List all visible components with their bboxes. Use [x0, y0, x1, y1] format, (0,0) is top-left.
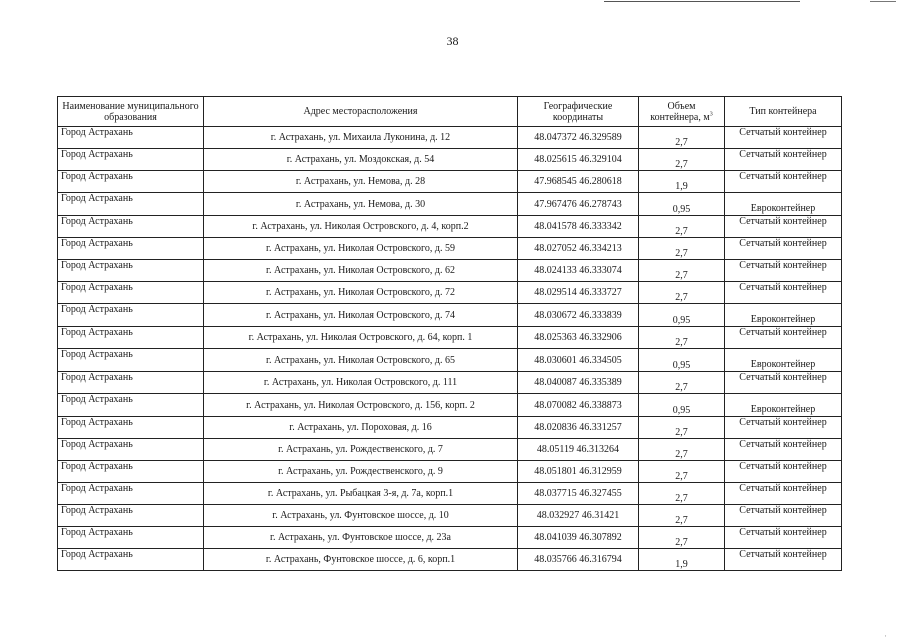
cell-type: Сетчатый контейнер [725, 527, 842, 549]
cell-coords: 48.029514 46.333727 [518, 282, 639, 304]
cell-coords: 48.035766 46.316794 [518, 549, 639, 571]
header-type: Тип контейнера [725, 97, 842, 127]
cell-name: Город Астрахань [58, 238, 204, 260]
scan-top-rule [604, 1, 800, 2]
header-name: Наименование муниципального образования [58, 97, 204, 127]
cell-coords: 48.041039 46.307892 [518, 527, 639, 549]
table-row [58, 394, 842, 417]
cell-address: г. Астрахань, Фунтовское шоссе, д. 6, корп.1 [204, 549, 518, 571]
cell-address: г. Астрахань, ул. Фунтовское шоссе, д. 23а [204, 527, 518, 549]
cell-address: г. Астрахань, ул. Моздокская, д. 54 [204, 149, 518, 171]
cell-name: Город Астрахань [58, 394, 204, 417]
table-row [58, 238, 842, 260]
header-address: Адрес месторасположения [204, 97, 518, 127]
table-body [58, 127, 842, 571]
cell-volume: 2,7 [639, 483, 725, 505]
cell-address: г. Астрахань, ул. Николая Островского, д. 74 [204, 304, 518, 327]
table-row [58, 527, 842, 549]
table-row [58, 505, 842, 527]
container-registry-table [57, 96, 842, 571]
cell-volume: 0,95 [639, 394, 725, 417]
cell-volume: 0,95 [639, 349, 725, 372]
cell-address: г. Астрахань, ул. Немова, д. 28 [204, 171, 518, 193]
header-volume [639, 97, 725, 127]
cell-type: Сетчатый контейнер [725, 549, 842, 571]
cell-name: Город Астрахань [58, 282, 204, 304]
cell-coords: 48.040087 46.335389 [518, 372, 639, 394]
table-row [58, 417, 842, 439]
cell-address: г. Астрахань, ул. Николая Островского, д. 65 [204, 349, 518, 372]
table-row [58, 171, 842, 193]
cell-coords: 48.025615 46.329104 [518, 149, 639, 171]
cell-volume: 2,7 [639, 282, 725, 304]
cell-name: Город Астрахань [58, 216, 204, 238]
table-row [58, 304, 842, 327]
table-row [58, 216, 842, 238]
cell-coords: 48.05119 46.313264 [518, 439, 639, 461]
table-row [58, 260, 842, 282]
table-row [58, 127, 842, 149]
cell-address: г. Астрахань, ул. Пороховая, д. 16 [204, 417, 518, 439]
cell-address: г. Астрахань, ул. Николая Островского, д. 64, корп. 1 [204, 327, 518, 349]
header-volume-text: Объем контейнера, м [650, 100, 710, 123]
cell-name: Город Астрахань [58, 127, 204, 149]
table-row [58, 149, 842, 171]
cell-volume: 2,7 [639, 527, 725, 549]
cell-address: г. Астрахань, ул. Николая Островского, д. 72 [204, 282, 518, 304]
cell-type: Сетчатый контейнер [725, 216, 842, 238]
cell-type: Сетчатый контейнер [725, 483, 842, 505]
cell-type: Сетчатый контейнер [725, 372, 842, 394]
cell-type: Евроконтейнер [725, 394, 842, 417]
cell-coords: 48.037715 46.327455 [518, 483, 639, 505]
cell-volume: 2,7 [639, 505, 725, 527]
cell-address: г. Астрахань, ул. Николая Островского, д. 4, корп.2 [204, 216, 518, 238]
cell-name: Город Астрахань [58, 260, 204, 282]
cell-address: г. Астрахань, ул. Рождественского, д. 9 [204, 461, 518, 483]
cell-name: Город Астрахань [58, 549, 204, 571]
cell-address: г. Астрахань, ул. Николая Островского, д. 111 [204, 372, 518, 394]
cell-type: Сетчатый контейнер [725, 439, 842, 461]
table-row [58, 439, 842, 461]
cell-name: Город Астрахань [58, 461, 204, 483]
cell-coords: 48.070082 46.338873 [518, 394, 639, 417]
cell-coords: 48.025363 46.332906 [518, 327, 639, 349]
cell-type: Евроконтейнер [725, 349, 842, 372]
cell-address: г. Астрахань, ул. Фунтовское шоссе, д. 10 [204, 505, 518, 527]
cell-coords: 48.032927 46.31421 [518, 505, 639, 527]
cell-volume: 0,95 [639, 304, 725, 327]
cell-coords: 48.030672 46.333839 [518, 304, 639, 327]
cell-address: г. Астрахань, ул. Николая Островского, д. 156, корп. 2 [204, 394, 518, 417]
cell-type: Сетчатый контейнер [725, 260, 842, 282]
table-row [58, 193, 842, 216]
header-coords: Географические координаты [518, 97, 639, 127]
cell-volume: 2,7 [639, 372, 725, 394]
cell-volume: 2,7 [639, 439, 725, 461]
cell-volume: 2,7 [639, 417, 725, 439]
cell-coords: 47.967476 46.278743 [518, 193, 639, 216]
cell-type: Сетчатый контейнер [725, 149, 842, 171]
cell-name: Город Астрахань [58, 171, 204, 193]
table-row [58, 282, 842, 304]
cell-name: Город Астрахань [58, 505, 204, 527]
cell-volume: 2,7 [639, 127, 725, 149]
cell-volume: 2,7 [639, 327, 725, 349]
cell-type: Сетчатый контейнер [725, 127, 842, 149]
cell-coords: 48.051801 46.312959 [518, 461, 639, 483]
cell-coords: 48.030601 46.334505 [518, 349, 639, 372]
cell-name: Город Астрахань [58, 439, 204, 461]
cell-volume: 2,7 [639, 260, 725, 282]
cell-type: Сетчатый контейнер [725, 417, 842, 439]
cell-name: Город Астрахань [58, 349, 204, 372]
cell-address: г. Астрахань, ул. Рыбацкая 3-я, д. 7а, корп.1 [204, 483, 518, 505]
cell-name: Город Астрахань [58, 149, 204, 171]
cell-name: Город Астрахань [58, 372, 204, 394]
cell-type: Сетчатый контейнер [725, 327, 842, 349]
cell-name: Город Астрахань [58, 193, 204, 216]
cell-address: г. Астрахань, ул. Михаила Луконина, д. 12 [204, 127, 518, 149]
cell-coords: 48.020836 46.331257 [518, 417, 639, 439]
cell-name: Город Астрахань [58, 304, 204, 327]
table-header-row [58, 97, 842, 127]
table-row [58, 483, 842, 505]
cell-address: г. Астрахань, ул. Рождественского, д. 7 [204, 439, 518, 461]
cell-type: Сетчатый контейнер [725, 461, 842, 483]
cell-address: г. Астрахань, ул. Немова, д. 30 [204, 193, 518, 216]
scan-top-rule-short [870, 1, 896, 2]
page-number: 38 [446, 34, 459, 48]
cell-volume: 2,7 [639, 216, 725, 238]
cell-name: Город Астрахань [58, 327, 204, 349]
cell-type: Сетчатый контейнер [725, 171, 842, 193]
cell-address: г. Астрахань, ул. Николая Островского, д. 62 [204, 260, 518, 282]
table-row [58, 327, 842, 349]
cell-coords: 48.041578 46.333342 [518, 216, 639, 238]
cell-volume: 2,7 [639, 461, 725, 483]
cell-coords: 48.047372 46.329589 [518, 127, 639, 149]
cell-coords: 47.968545 46.280618 [518, 171, 639, 193]
cell-name: Город Астрахань [58, 417, 204, 439]
cell-volume: 0,95 [639, 193, 725, 216]
table-row [58, 349, 842, 372]
cell-type: Евроконтейнер [725, 193, 842, 216]
scan-speck: · [884, 631, 887, 641]
cell-type: Евроконтейнер [725, 304, 842, 327]
cell-volume: 1,9 [639, 549, 725, 571]
cell-name: Город Астрахань [58, 483, 204, 505]
cell-type: Сетчатый контейнер [725, 505, 842, 527]
cell-type: Сетчатый контейнер [725, 238, 842, 260]
cell-coords: 48.024133 46.333074 [518, 260, 639, 282]
cell-address: г. Астрахань, ул. Николая Островского, д. 59 [204, 238, 518, 260]
header-volume-sup: 3 [709, 111, 713, 118]
cell-volume: 2,7 [639, 238, 725, 260]
table-row [58, 549, 842, 571]
table-row [58, 461, 842, 483]
cell-name: Город Астрахань [58, 527, 204, 549]
cell-coords: 48.027052 46.334213 [518, 238, 639, 260]
cell-volume: 2,7 [639, 149, 725, 171]
table-row [58, 372, 842, 394]
cell-volume: 1,9 [639, 171, 725, 193]
cell-type: Сетчатый контейнер [725, 282, 842, 304]
